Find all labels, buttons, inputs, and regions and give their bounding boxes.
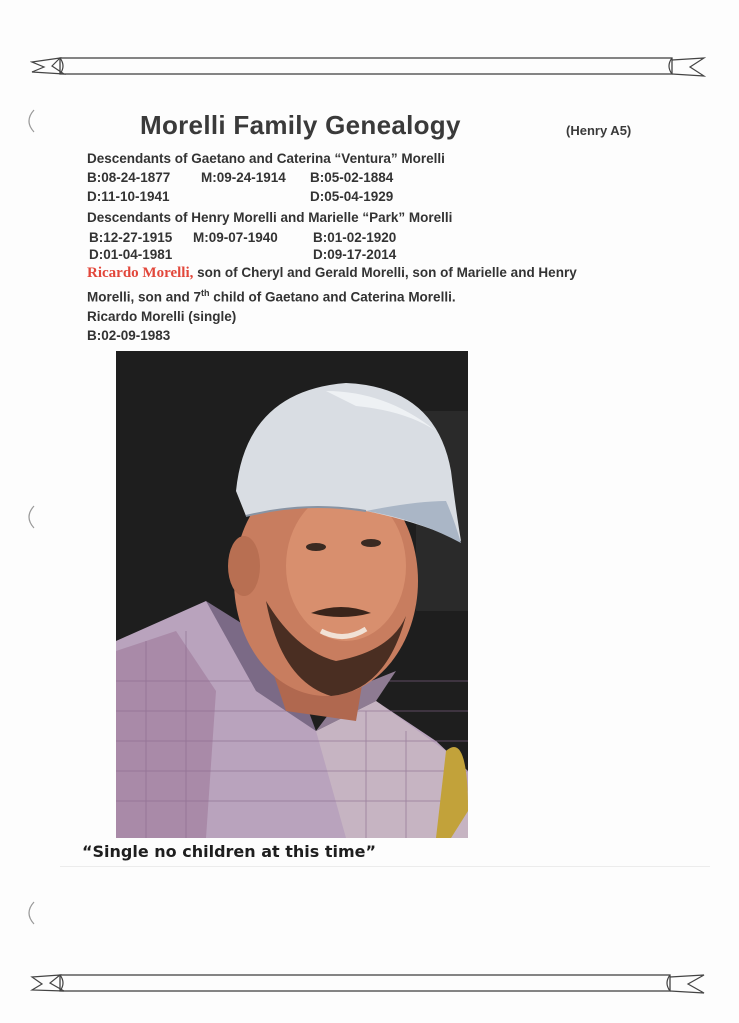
gen1-heading: Descendants of Gaetano and Caterina “Ventura” Morelli (87, 151, 445, 166)
subject-status: Ricardo Morelli (single) (87, 309, 237, 324)
ordinal-suffix: th (201, 288, 210, 298)
gen2-death-husband: D:01-04-1981 (89, 247, 173, 262)
subject-birth: B:02-09-1983 (87, 328, 171, 343)
gen1-marriage: M:09-24-1914 (201, 170, 286, 185)
gen2-death-wife: D:09-17-2014 (313, 247, 397, 262)
top-scroll-border (30, 54, 706, 80)
subject-lineage-suffix: child of Gaetano and Caterina Morelli. (209, 289, 456, 305)
gen2-birth-wife: B:01-02-1920 (313, 230, 397, 245)
subject-lineage-line1 (87, 265, 577, 282)
gen1-death-wife: D:05-04-1929 (310, 189, 394, 204)
gen2-heading: Descendants of Henry Morelli and Marielle “Park” Morelli (87, 210, 453, 225)
gen2-marriage: M:09-07-1940 (193, 230, 278, 245)
divider (60, 866, 710, 867)
binder-hole-middle (22, 504, 38, 530)
subject-name: Ricardo Morelli, (87, 265, 194, 281)
gen2-birth-husband: B:12-27-1915 (89, 230, 173, 245)
page-reference: (Henry A5) (566, 123, 632, 138)
subject-lineage-prefix: Morelli, son and 7 (87, 289, 202, 305)
binder-hole-bottom (22, 900, 38, 926)
portrait-photo (116, 351, 468, 838)
caption: “Single no children at this time” (82, 842, 377, 861)
binder-hole-top (22, 108, 38, 134)
gen1-death-husband: D:11-10-1941 (87, 189, 170, 204)
gen1-birth-wife: B:05-02-1884 (310, 170, 394, 185)
bottom-scroll-border (30, 971, 706, 997)
subject-lineage-line2 (87, 288, 456, 305)
subject-lineage-text1: son of Cheryl and Gerald Morelli, son of Marielle and Henry (193, 265, 577, 280)
page-title: Morelli Family Genealogy (140, 110, 461, 140)
gen1-birth-husband: B:08-24-1877 (87, 170, 171, 185)
